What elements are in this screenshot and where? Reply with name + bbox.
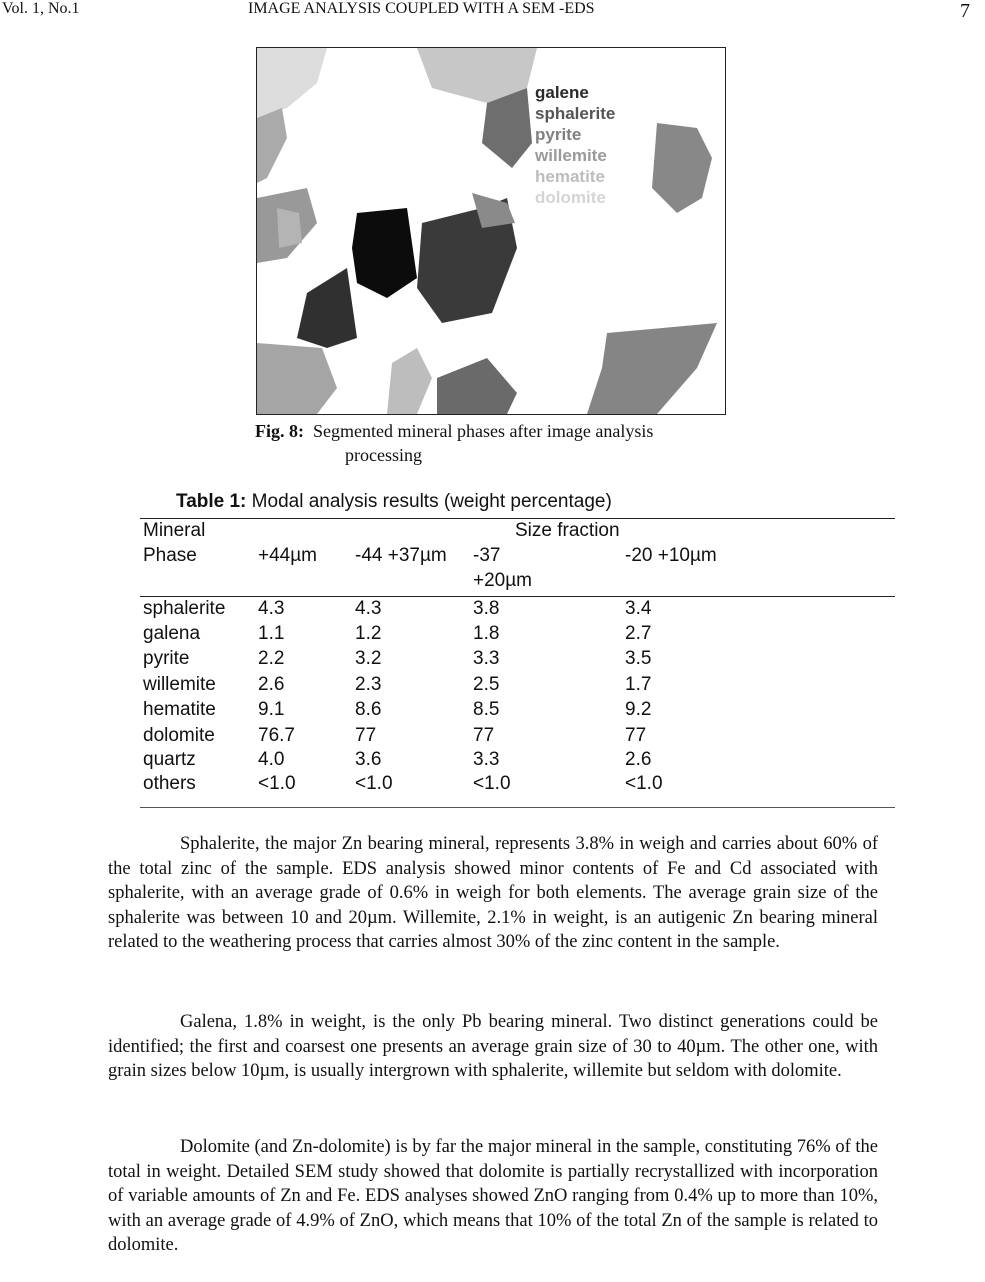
row-value: 77	[355, 725, 377, 746]
figure-caption	[255, 419, 755, 467]
grain-hematite-midleft	[277, 208, 302, 248]
table-bottom-rule	[140, 807, 895, 808]
paragraph-text: Galena, 1.8% in weight, is the only Pb bearing mineral. Two distinct generations could be identified; the first and coarsest one presents an average grain size of 30 to 40µm. The other one, with grain sizes below 10µm, is usually intergrown with sphalerite, willemite but seldom with dolomite.	[108, 1012, 878, 1082]
row-value: 76.7	[258, 725, 295, 746]
row-mineral: dolomite	[143, 725, 215, 746]
row-mineral: others	[143, 773, 196, 794]
header-mineral: Mineral	[143, 520, 206, 541]
table-title	[176, 491, 612, 513]
row-value: 77	[625, 725, 647, 746]
figure-caption-text-line1: Segmented mineral phases after image analysis	[313, 421, 654, 441]
grain-galene	[352, 208, 417, 298]
header-size-fraction: Size fraction	[515, 520, 620, 541]
row-value: <1.0	[258, 773, 296, 794]
paragraph-text: Dolomite (and Zn-dolomite) is by far the major mineral in the sample, constituting 76% of the total in weight. Detailed SEM study showed that dolomite is partially recrystallized with incorporation of variable amounts of Zn and Fe. EDS analyses showed ZnO ranging from 0.4% up to more than 10%, with an average grade of 4.9% of ZnO, which means that 10% of the total Zn of the sample is related to dolomite.	[108, 1137, 878, 1256]
header-20-10: -20 +10µm	[625, 545, 717, 566]
row-value: 1.7	[625, 674, 652, 695]
paragraph-text: Sphalerite, the major Zn bearing mineral, represents 3.8% in weigh and carries about 60% of the total zinc of the sample. EDS analysis showed minor contents of Fe and Cd associated with sphalerite, with an average grade of 0.6% in weigh for both elements. The average grain size of the sphalerite was between 10 and 20µm. Willemite, 2.1% in weight, is an autigenic Zn bearing mineral related to the weathering process that carries almost 30% of the zinc content in the sample.	[108, 834, 878, 953]
row-value: 3.8	[473, 598, 500, 619]
row-value: 4.3	[258, 598, 285, 619]
table-top-rule	[140, 518, 895, 519]
row-value: 3.2	[355, 648, 382, 669]
row-mineral: quartz	[143, 749, 196, 770]
legend-hematite: hematite	[535, 167, 605, 186]
row-value: 2.5	[473, 674, 500, 695]
header-plus20: +20µm	[473, 570, 533, 591]
row-mineral: galena	[143, 623, 201, 644]
page-number: 7	[960, 0, 970, 22]
table-title-text: Modal analysis results (weight percentage)	[251, 491, 612, 512]
row-mineral: hematite	[143, 699, 216, 720]
row-value: 2.6	[625, 749, 652, 770]
header-phase: Phase	[143, 545, 197, 566]
running-header-volume: Vol. 1, No.1	[2, 0, 80, 17]
row-value: 3.3	[473, 749, 500, 770]
paragraph-sphalerite	[108, 832, 878, 955]
row-value: 2.2	[258, 648, 285, 669]
row-value: 2.3	[355, 674, 382, 695]
header-plus44: +44µm	[258, 545, 318, 566]
legend-willemite: willemite	[535, 146, 607, 165]
row-value: 4.0	[258, 749, 285, 770]
table-header-rule	[140, 596, 895, 597]
row-mineral: pyrite	[143, 648, 190, 669]
row-value: 8.6	[355, 699, 382, 720]
legend-sphalerite: sphalerite	[535, 104, 616, 123]
header-44-37: -44 +37µm	[355, 545, 447, 566]
table-title-label: Table 1:	[176, 491, 247, 512]
row-value: 4.3	[355, 598, 382, 619]
row-value: 77	[473, 725, 495, 746]
legend-dolomite: dolomite	[535, 188, 606, 207]
row-mineral: willemite	[143, 674, 216, 695]
row-value: <1.0	[473, 773, 511, 794]
segmented-image	[257, 48, 725, 414]
running-header-title: IMAGE ANALYSIS COUPLED WITH A SEM -EDS	[248, 0, 595, 17]
row-mineral: sphalerite	[143, 598, 226, 619]
row-value: <1.0	[625, 773, 663, 794]
paragraph-dolomite	[108, 1135, 878, 1258]
row-value: 1.8	[473, 623, 500, 644]
row-value: 9.1	[258, 699, 285, 720]
row-value: <1.0	[355, 773, 393, 794]
figure-caption-text-line2: processing	[345, 445, 422, 465]
figure-caption-label: Fig. 8:	[255, 421, 304, 441]
row-value: 3.6	[355, 749, 382, 770]
row-value: 3.3	[473, 648, 500, 669]
legend-galene: galene	[535, 83, 589, 102]
row-value: 3.4	[625, 598, 652, 619]
segmented-mineral-figure	[256, 47, 726, 415]
row-value: 2.6	[258, 674, 285, 695]
row-value: 9.2	[625, 699, 652, 720]
row-value: 3.5	[625, 648, 652, 669]
legend-pyrite: pyrite	[535, 125, 582, 144]
paragraph-galena	[108, 1010, 878, 1084]
row-value: 1.1	[258, 623, 285, 644]
row-value: 8.5	[473, 699, 500, 720]
row-value: 2.7	[625, 623, 652, 644]
header-37: -37	[473, 545, 501, 566]
row-value: 1.2	[355, 623, 382, 644]
